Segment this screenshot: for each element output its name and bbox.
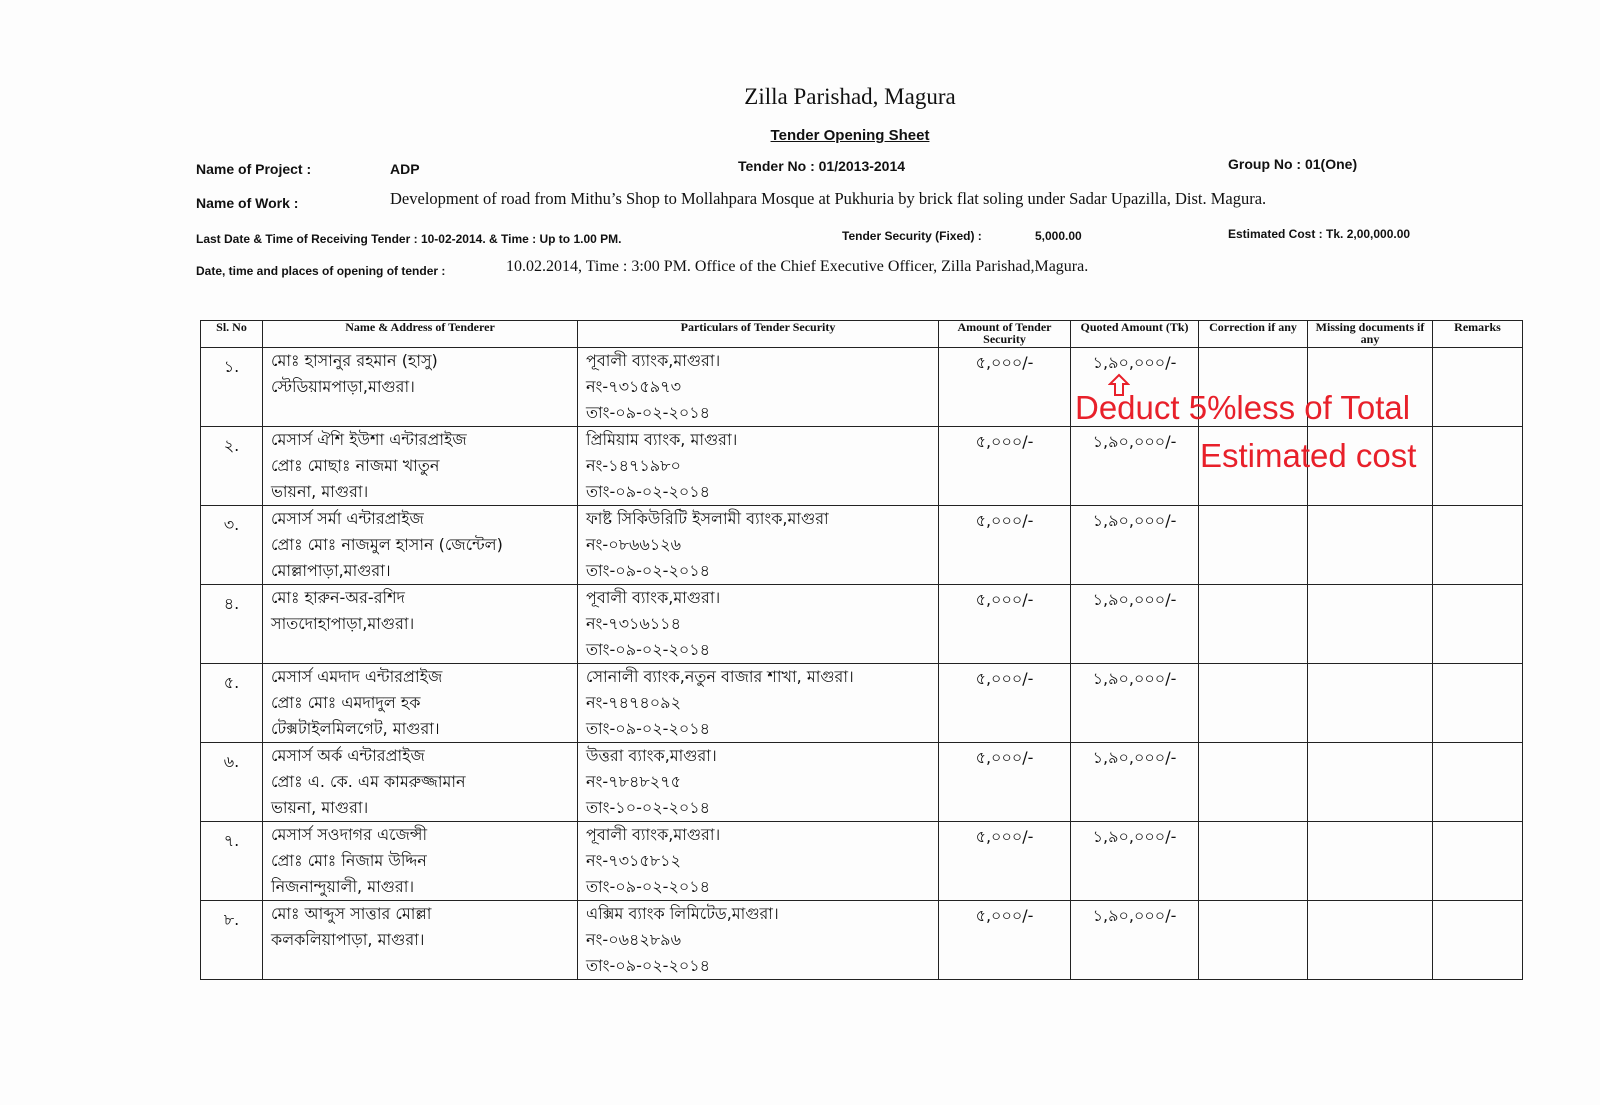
- cell-quoted: [1071, 664, 1199, 743]
- cell-tenderer: [263, 743, 578, 822]
- cell-tenderer: [263, 506, 578, 585]
- cell-amount: [939, 506, 1071, 585]
- security-line: তাং-০৯-০২-২০১৪: [586, 561, 711, 580]
- security-line: নং-০৬৪২৮৯৬: [586, 930, 681, 949]
- security-line: সোনালী ব্যাংক,নতুন বাজার শাখা, মাগুরা।: [586, 667, 854, 686]
- cell-missing: [1308, 585, 1433, 664]
- cell-security: [578, 506, 939, 585]
- cell-correction: [1199, 822, 1308, 901]
- table-row: [201, 664, 1523, 743]
- cell-security: [578, 743, 939, 822]
- cell-quoted: [1071, 506, 1199, 585]
- cell-quoted: [1071, 743, 1199, 822]
- tenderer-line: মোঃ হারুন-অর-রশিদ: [271, 588, 405, 607]
- tenderer-line: [263, 637, 577, 663]
- cell-security: [578, 822, 939, 901]
- tenderer-line: প্রোঃ মোঃ এমদাদুল হক: [271, 693, 421, 712]
- tenderer-line: মোঃ আব্দুস সাত্তার মোল্লা: [271, 904, 432, 923]
- column-header: Remarks: [1433, 321, 1523, 348]
- table-row: [201, 585, 1523, 664]
- tenderer-line: প্রোঃ এ. কে. এম কামরুজ্জামান: [271, 772, 466, 791]
- tenderer-line: মেসার্স এমদাদ এন্টারপ্রাইজ: [271, 667, 443, 686]
- work-label: Name of Work :: [196, 195, 299, 211]
- quoted-amount: ১,৯০,০০০/-: [1092, 906, 1177, 925]
- security-line: প্রিমিয়াম ব্যাংক, মাগুরা।: [586, 430, 738, 449]
- serial-number: ৫.: [223, 673, 240, 692]
- work-value: Development of road from Mithu’s Shop to Mollahpara Mosque at Pukhuria by brick flat soling under Sadar Upazilla, Dist. Magura.: [390, 189, 1267, 208]
- tenderer-line: সাতদোহাপাড়া,মাগুরা।: [271, 614, 415, 633]
- cell-sl: [201, 585, 263, 664]
- cell-correction: [1199, 901, 1308, 980]
- serial-number: ৬.: [223, 752, 240, 771]
- tenderer-line: মোল্লাপাড়া,মাগুরা।: [271, 561, 391, 580]
- tenderer-line: মেসার্স ঐশি ইউশা এন্টারপ্রাইজ: [271, 430, 467, 449]
- cell-tenderer: [263, 822, 578, 901]
- project-label: Name of Project :: [196, 161, 312, 177]
- cell-remarks: [1433, 585, 1523, 664]
- security-line: পূবালী ব্যাংক,মাগুরা।: [586, 825, 721, 844]
- security-line: তাং-০৯-০২-২০১৪: [586, 482, 711, 501]
- tenderer-line: কলকলিয়াপাড়া, মাগুরা।: [271, 930, 425, 949]
- tenderer-line: প্রোঃ মোঃ নাজমুল হাসান (জেন্টেল): [271, 535, 503, 554]
- column-header: Sl. No: [201, 321, 263, 348]
- security-amount: ৫,০০০/-: [975, 906, 1034, 925]
- security-amount: ৫,০০০/-: [975, 432, 1034, 451]
- serial-number: ৪.: [223, 594, 240, 613]
- security-line: পূবালী ব্যাংক,মাগুরা।: [586, 588, 721, 607]
- cell-amount: [939, 585, 1071, 664]
- cell-remarks: [1433, 901, 1523, 980]
- cell-tenderer: [263, 901, 578, 980]
- opening-label: Date, time and places of opening of tender :: [196, 264, 446, 278]
- security-line: ফাষ্ট সিকিউরিটি ইসলামী ব্যাংক,মাগুরা: [586, 509, 829, 528]
- quoted-amount: ১,৯০,০০০/-: [1092, 669, 1177, 688]
- tenderer-line: ভায়না, মাগুরা।: [271, 482, 369, 501]
- cell-remarks: [1433, 743, 1523, 822]
- cell-sl: [201, 743, 263, 822]
- cell-sl: [201, 348, 263, 427]
- last-date: Last Date & Time of Receiving Tender : 10-02-2014. & Time : Up to 1.00 PM.: [196, 232, 622, 246]
- security-amount: ৫,০০০/-: [975, 590, 1034, 609]
- security-line: নং-৭৩১৫৮১২: [586, 851, 681, 870]
- serial-number: ৭.: [223, 831, 240, 850]
- tenderer-line: টেক্সটাইলমিলগেট, মাগুরা।: [271, 719, 440, 738]
- security-line: নং-৭৮৪৮২৭৫: [586, 772, 681, 791]
- tenderer-line: মেসার্স অর্ক এন্টারপ্রাইজ: [271, 746, 425, 765]
- cell-missing: [1308, 664, 1433, 743]
- cell-tenderer: [263, 427, 578, 506]
- table-row: [201, 743, 1523, 822]
- quoted-amount: ১,৯০,০০০/-: [1092, 827, 1177, 846]
- opening-value: 10.02.2014, Time : 3:00 PM. Office of the Chief Executive Officer, Zilla Parishad,Magura.: [506, 258, 1089, 275]
- quoted-amount: ১,৯০,০০০/-: [1092, 748, 1177, 767]
- cell-amount: [939, 743, 1071, 822]
- security-line: তাং-০৯-০২-২০১৪: [586, 719, 711, 738]
- tenderer-line: মেসার্স সর্মা এন্টারপ্রাইজ: [271, 509, 424, 528]
- security-amount: ৫,০০০/-: [975, 353, 1034, 372]
- column-header: Particulars of Tender Security: [578, 321, 939, 348]
- tenderer-line: মোঃ হাসানুর রহমান (হাসু): [271, 351, 438, 370]
- cell-quoted: [1071, 585, 1199, 664]
- security-line: তাং-১০-০২-২০১৪: [586, 798, 711, 817]
- cell-missing: [1308, 822, 1433, 901]
- cell-security: [578, 585, 939, 664]
- project-value: ADP: [390, 161, 420, 177]
- quoted-amount: ১,৯০,০০০/-: [1092, 590, 1177, 609]
- security-line: তাং-০৯-০২-২০১৪: [586, 877, 711, 896]
- security-line: নং-১৪৭১৯৮০: [586, 456, 681, 475]
- column-header: Amount of Tender Security: [939, 321, 1071, 348]
- security-label: Tender Security (Fixed) :: [842, 229, 982, 243]
- cell-amount: [939, 822, 1071, 901]
- cell-amount: [939, 664, 1071, 743]
- serial-number: ২.: [223, 436, 240, 455]
- security-amount: ৫,০০০/-: [975, 669, 1034, 688]
- document-subtitle: Tender Opening Sheet: [770, 127, 930, 144]
- serial-number: ৩.: [223, 515, 240, 534]
- tenderer-line: [263, 953, 577, 979]
- cell-remarks: [1433, 664, 1523, 743]
- cell-security: [578, 348, 939, 427]
- cell-missing: [1308, 743, 1433, 822]
- document-title: Zilla Parishad, Magura: [744, 84, 956, 109]
- security-line: তাং-০৯-০২-২০১৪: [586, 640, 711, 659]
- table-row: [201, 901, 1523, 980]
- serial-number: ৮.: [223, 910, 240, 929]
- security-line: তাং-০৯-০২-২০১৪: [586, 403, 711, 422]
- column-header: Quoted Amount (Tk): [1071, 321, 1199, 348]
- security-line: পূবালী ব্যাংক,মাগুরা।: [586, 351, 721, 370]
- table-row: [201, 506, 1523, 585]
- column-header: Correction if any: [1199, 321, 1308, 348]
- cell-security: [578, 664, 939, 743]
- cell-missing: [1308, 901, 1433, 980]
- cell-security: [578, 901, 939, 980]
- cell-remarks: [1433, 822, 1523, 901]
- security-line: তাং-০৯-০২-২০১৪: [586, 956, 711, 975]
- table-row: [201, 822, 1523, 901]
- tenderer-line: স্টেডিয়ামপাড়া,মাগুরা।: [271, 377, 415, 396]
- cell-amount: [939, 901, 1071, 980]
- cell-security: [578, 427, 939, 506]
- cell-tenderer: [263, 585, 578, 664]
- group-number: Group No : 01(One): [1228, 156, 1358, 172]
- tender-number: Tender No : 01/2013-2014: [738, 158, 906, 174]
- cell-sl: [201, 822, 263, 901]
- security-amount: ৫,০০০/-: [975, 511, 1034, 530]
- security-line: এক্সিম ব্যাংক লিমিটেড,মাগুরা।: [586, 904, 779, 923]
- cell-amount: [939, 348, 1071, 427]
- tenderer-line: প্রোঃ মোছাঃ নাজমা খাতুন: [271, 456, 440, 475]
- cell-tenderer: [263, 664, 578, 743]
- cell-correction: [1199, 506, 1308, 585]
- red-annotation: Deduct 5%less of Total Estimated cost: [1075, 389, 1417, 474]
- cell-remarks: [1433, 506, 1523, 585]
- column-header: Name & Address of Tenderer: [263, 321, 578, 348]
- cell-sl: [201, 901, 263, 980]
- security-amount: ৫,০০০/-: [975, 748, 1034, 767]
- quoted-amount: ১,৯০,০০০/-: [1092, 511, 1177, 530]
- security-amount: ৫,০০০/-: [975, 827, 1034, 846]
- tenderer-line: [263, 400, 577, 426]
- security-line: নং-৭৩১৫৯৭৩: [586, 377, 681, 396]
- cell-correction: [1199, 743, 1308, 822]
- security-line: নং-৭৩১৬১১৪: [586, 614, 681, 633]
- column-header: Missing documents if any: [1308, 321, 1433, 348]
- tenderer-line: নিজনান্দুয়ালী, মাগুরা।: [271, 877, 415, 896]
- cell-tenderer: [263, 348, 578, 427]
- security-line: নং-৭৪৭৪০৯২: [586, 693, 681, 712]
- cell-sl: [201, 506, 263, 585]
- tenderer-line: প্রোঃ মোঃ নিজাম উদ্দিন: [271, 851, 427, 870]
- security-value: 5,000.00: [1035, 229, 1082, 243]
- security-line: নং-০৮৬৬১২৬: [586, 535, 681, 554]
- tenderer-line: মেসার্স সওদাগর এজেন্সী: [271, 825, 428, 844]
- header-row: [201, 321, 1523, 348]
- estimated-cost: Estimated Cost : Tk. 2,00,000.00: [1228, 227, 1411, 241]
- cell-quoted: [1071, 901, 1199, 980]
- security-line: উত্তরা ব্যাংক,মাগুরা।: [586, 746, 717, 765]
- serial-number: ১.: [223, 357, 240, 376]
- cell-correction: [1199, 664, 1308, 743]
- quoted-amount: ১,৯০,০০০/-: [1092, 432, 1177, 451]
- tenderer-line: ভায়না, মাগুরা।: [271, 798, 369, 817]
- cell-correction: [1199, 585, 1308, 664]
- quoted-amount: ১,৯০,০০০/-: [1092, 353, 1177, 372]
- cell-sl: [201, 664, 263, 743]
- cell-sl: [201, 427, 263, 506]
- cell-amount: [939, 427, 1071, 506]
- cell-quoted: [1071, 822, 1199, 901]
- cell-missing: [1308, 506, 1433, 585]
